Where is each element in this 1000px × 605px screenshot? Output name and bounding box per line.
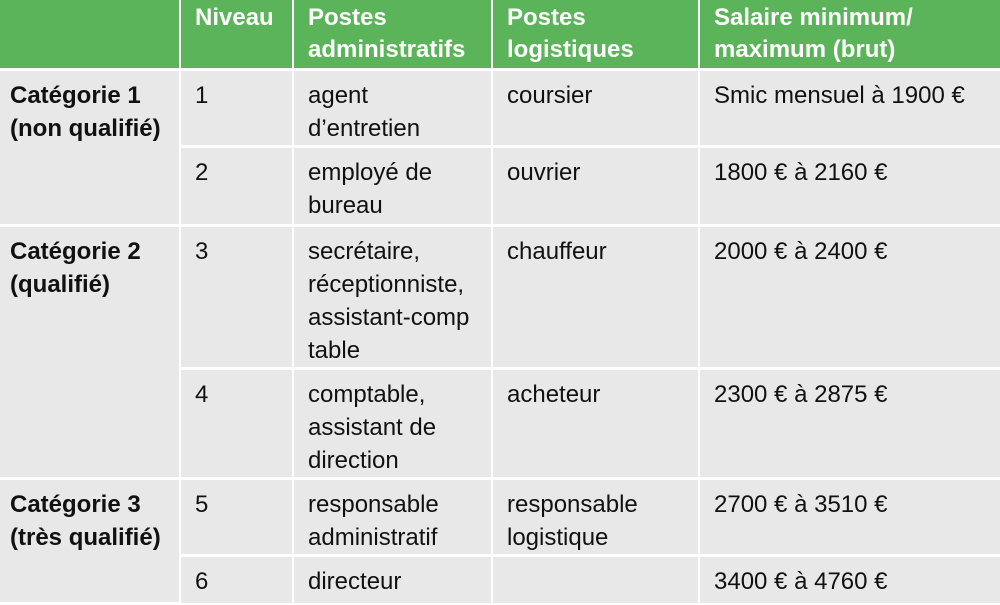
salary-cell: 3400 € à 4760 € xyxy=(699,555,1000,603)
cell-text-line: direction xyxy=(308,446,399,474)
cell-text-line: table xyxy=(308,336,361,364)
cell-text-line: assistant-comp xyxy=(308,303,470,331)
logistics-post-cell xyxy=(492,69,699,146)
logistics-post-cell xyxy=(492,225,699,368)
cell-text-line: comptable, xyxy=(308,380,426,408)
admin-post-cell xyxy=(293,225,492,368)
category-label-line: Catégorie 2 xyxy=(10,237,141,265)
cell-text-line: responsable xyxy=(507,490,638,518)
niveau-cell: 6 xyxy=(180,555,293,603)
admin-post-cell xyxy=(293,69,492,146)
header-salaire xyxy=(699,0,1000,69)
header-text-line: Postes xyxy=(308,4,387,31)
table-row xyxy=(0,225,1000,368)
cell-text-line: bureau xyxy=(308,191,383,219)
cell-text-line: réceptionniste, xyxy=(308,270,465,298)
category-label-line: (très qualifié) xyxy=(10,523,161,551)
niveau-cell: 2 xyxy=(180,146,293,225)
category-cell xyxy=(0,69,180,225)
header-text-line: Postes xyxy=(507,4,586,31)
cell-text-line: acheteur xyxy=(507,380,601,408)
cell-text-line: assistant de xyxy=(308,413,437,441)
category-cell xyxy=(0,225,180,478)
header-text-line: maximum (brut) xyxy=(714,36,896,63)
category-cell xyxy=(0,478,180,603)
logistics-post-cell xyxy=(492,146,699,225)
salary-cell: 2300 € à 2875 € xyxy=(699,368,1000,478)
cell-text-line: administratif xyxy=(308,523,438,551)
salary-cell: 2700 € à 3510 € xyxy=(699,478,1000,555)
niveau-cell: 3 xyxy=(180,225,293,368)
cell-text-line: secrétaire, xyxy=(308,237,421,265)
cell-text-line: directeur xyxy=(308,567,402,595)
admin-post-cell xyxy=(293,555,492,603)
cell-text-line: employé de xyxy=(308,158,433,186)
niveau-cell: 1 xyxy=(180,69,293,146)
header-postes-logistiques xyxy=(492,0,699,69)
logistics-post-cell xyxy=(492,478,699,555)
table-row xyxy=(0,69,1000,146)
admin-post-cell xyxy=(293,368,492,478)
cell-text-line: d’entretien xyxy=(308,114,421,142)
header-niveau: Niveau xyxy=(180,0,293,69)
header-category xyxy=(0,0,180,69)
logistics-post-cell xyxy=(492,555,699,603)
logistics-post-cell xyxy=(492,368,699,478)
category-label-line: Catégorie 1 xyxy=(10,81,141,109)
cell-text-line: chauffeur xyxy=(507,237,607,265)
niveau-cell: 4 xyxy=(180,368,293,478)
cell-text-line: agent xyxy=(308,81,369,109)
cell-text-line: responsable xyxy=(308,490,439,518)
cell-text-line: ouvrier xyxy=(507,158,581,186)
salary-cell: Smic mensuel à 1900 € xyxy=(699,69,1000,146)
admin-post-cell xyxy=(293,478,492,555)
category-label-line: (qualifié) xyxy=(10,270,110,298)
header-row xyxy=(0,0,1000,69)
header-text-line: administratifs xyxy=(308,36,466,63)
header-postes-administratifs xyxy=(293,0,492,69)
category-label-line: Catégorie 3 xyxy=(10,490,141,518)
cell-text-line: logistique xyxy=(507,523,609,551)
admin-post-cell xyxy=(293,146,492,225)
header-text-line: Salaire minimum/ xyxy=(714,4,913,31)
header-text-line: logistiques xyxy=(507,36,634,63)
niveau-cell: 5 xyxy=(180,478,293,555)
cell-text-line: coursier xyxy=(507,81,593,109)
category-label-line: (non qualifié) xyxy=(10,114,161,142)
table-row xyxy=(0,478,1000,555)
salary-cell: 1800 € à 2160 € xyxy=(699,146,1000,225)
salary-cell: 2000 € à 2400 € xyxy=(699,225,1000,368)
